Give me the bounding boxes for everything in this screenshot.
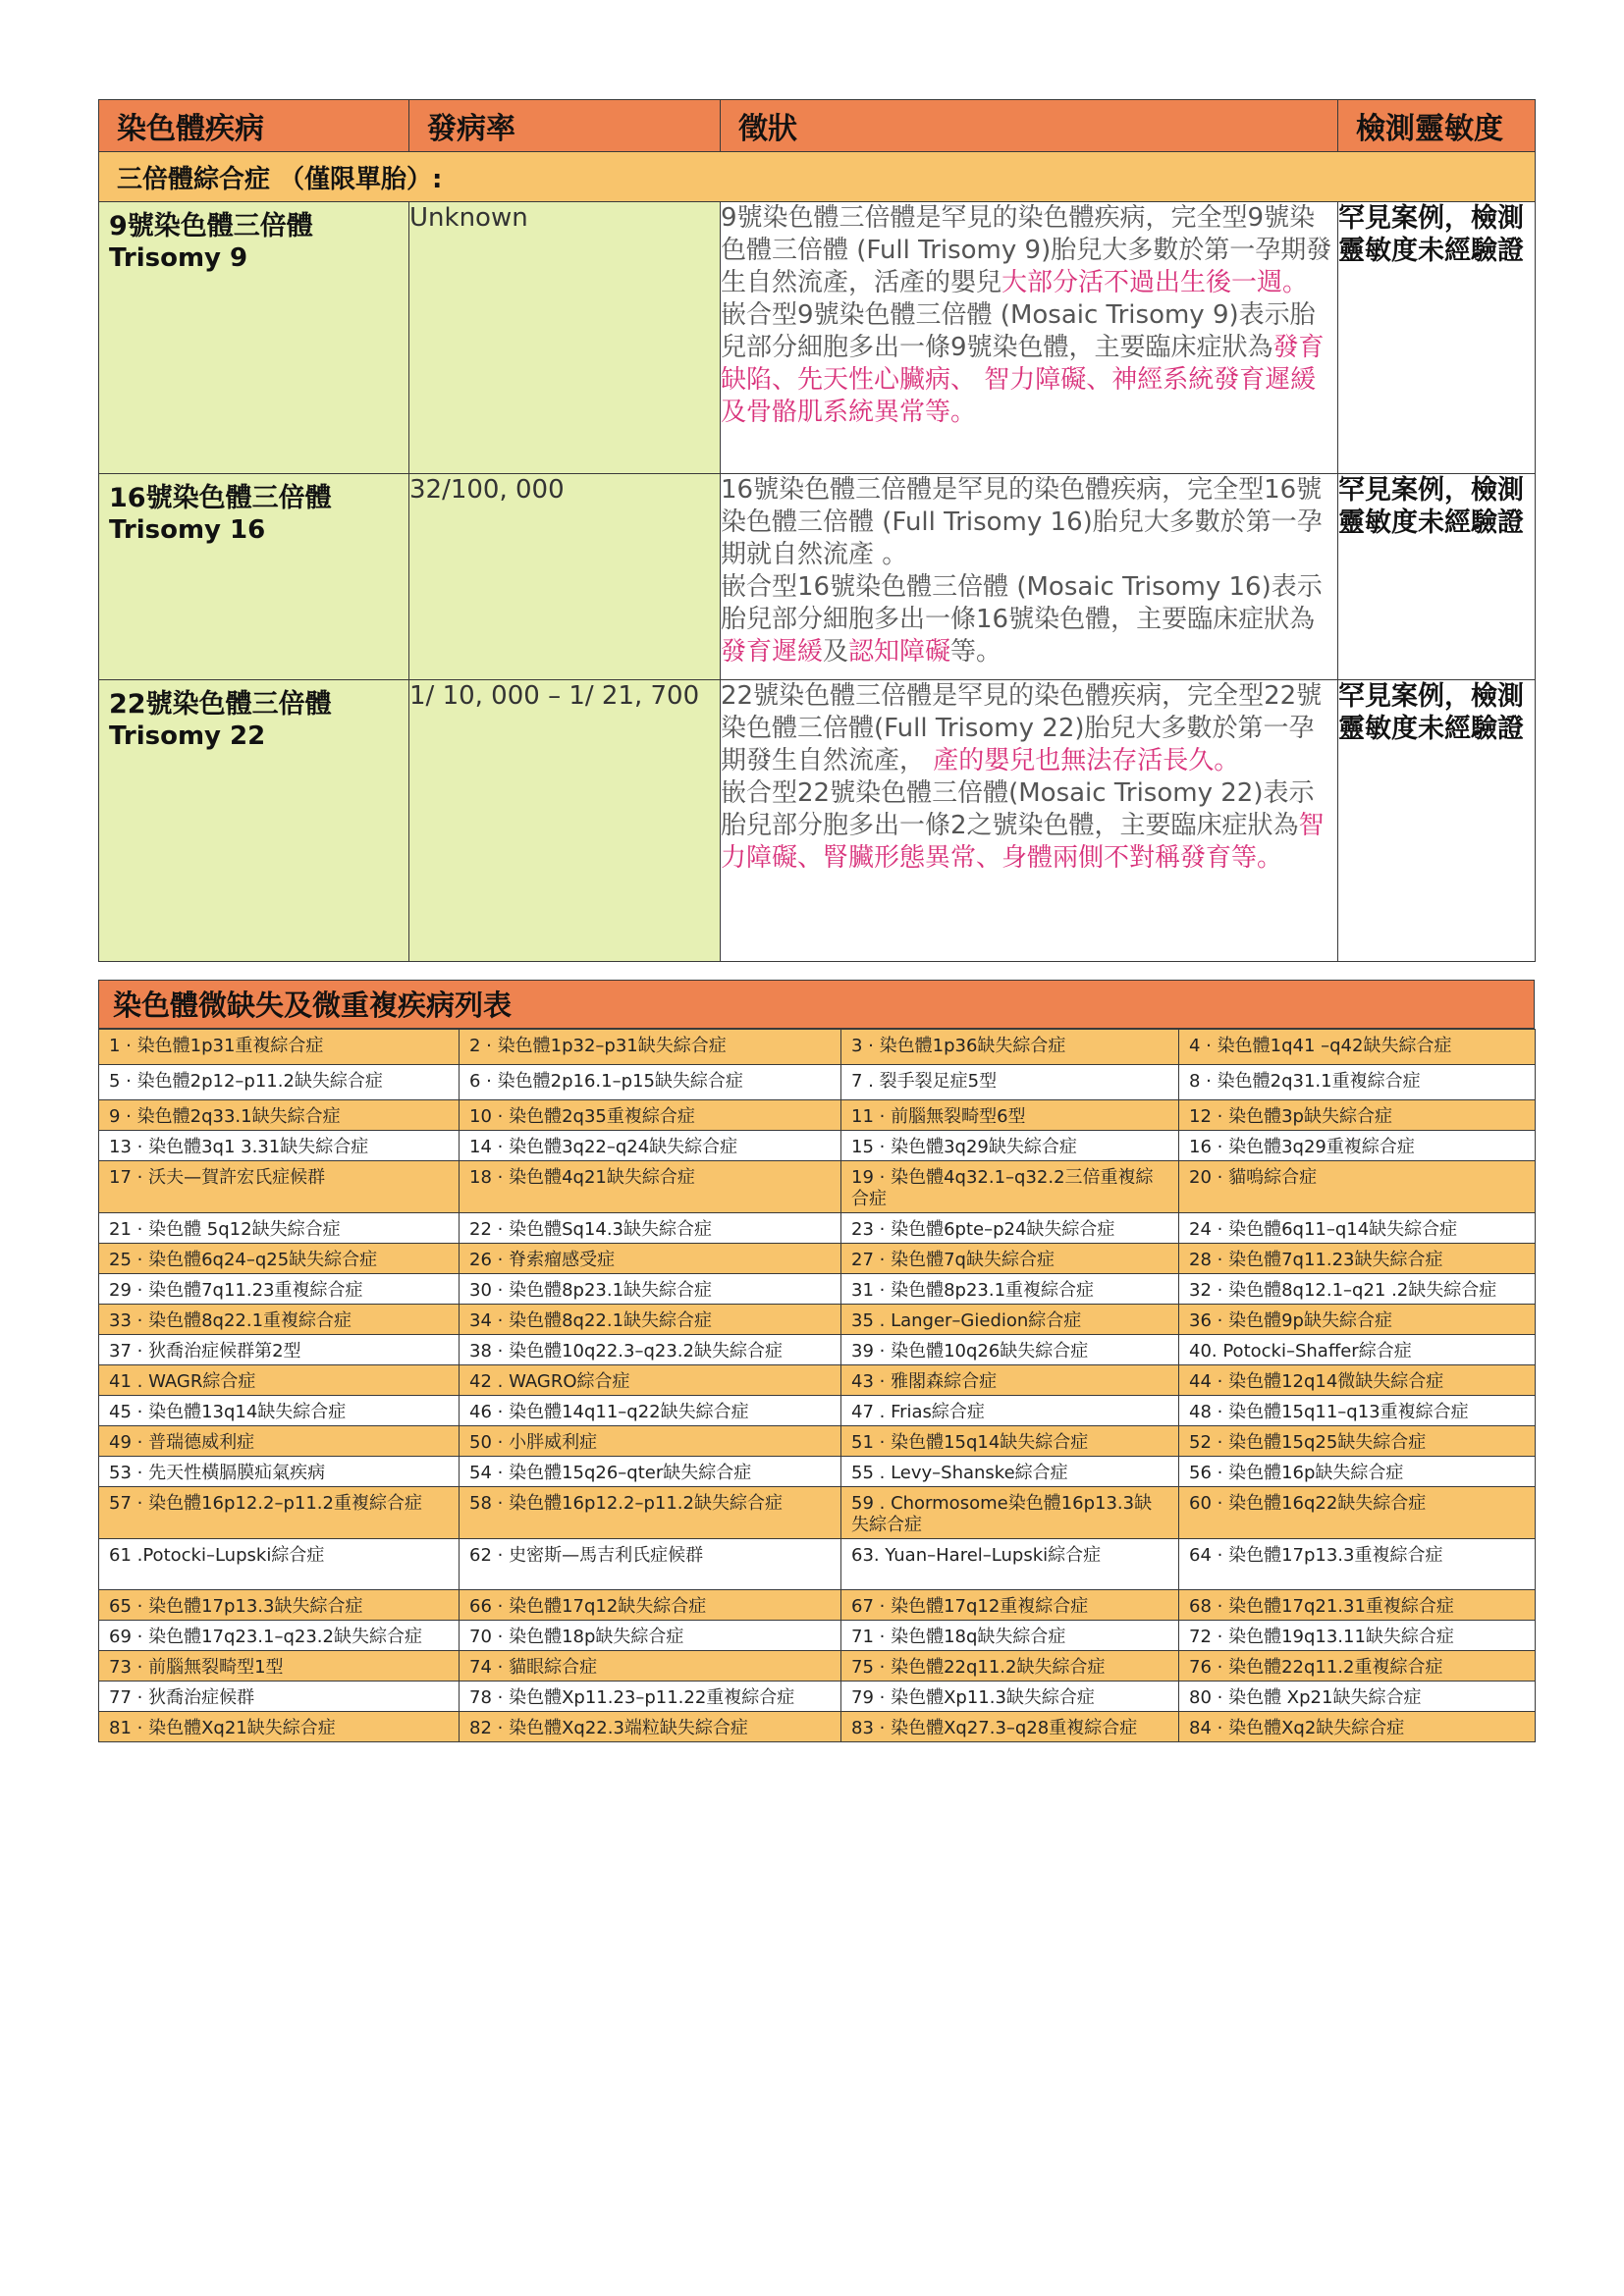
disease-cell	[99, 202, 409, 474]
list-item: 46 · 染色體14q11–q22缺失綜合症	[460, 1396, 841, 1426]
table-row	[99, 474, 1536, 680]
list-item: 56 · 染色體16p缺失綜合症	[1179, 1457, 1536, 1487]
list-row	[99, 1396, 1536, 1426]
list-row	[99, 1305, 1536, 1335]
microdeletion-table	[98, 1029, 1536, 1742]
list-item: 60 · 染色體16q22缺失綜合症	[1179, 1487, 1536, 1539]
list-item: 5 · 染色體2p12–p11.2缺失綜合症	[99, 1065, 460, 1100]
list-item: 49 · 普瑞德威利症	[99, 1426, 460, 1457]
list-item: 64 · 染色體17p13.3重複綜合症	[1179, 1539, 1536, 1590]
list-item: 71 · 染色體18q缺失綜合症	[841, 1621, 1179, 1651]
list-item: 19 · 染色體4q32.1–q32.2三倍重複綜合症	[841, 1161, 1179, 1213]
list-row	[99, 1100, 1536, 1131]
list-item: 31 · 染色體8p23.1重複綜合症	[841, 1274, 1179, 1305]
list-item: 35 . Langer–Giedion綜合症	[841, 1305, 1179, 1335]
list-item: 37 · 狄喬治症候群第2型	[99, 1335, 460, 1365]
list-item: 22 · 染色體Sq14.3缺失綜合症	[460, 1213, 841, 1244]
list-row	[99, 1651, 1536, 1682]
incidence-cell: Unknown	[409, 202, 721, 474]
disease-table	[98, 99, 1536, 962]
header-incidence: 發病率	[409, 100, 721, 152]
list-item: 40. Potocki–Shaffer綜合症	[1179, 1335, 1536, 1365]
list-item: 10 · 染色體2q35重複綜合症	[460, 1100, 841, 1131]
symptom-text: 22號染色體三倍體是罕見的染色體疾病，完全型22號染色體三倍體(Full Trisomy 22)胎兒大多數於第一孕期發生自然流產，	[721, 681, 1323, 775]
list-row	[99, 1621, 1536, 1651]
list-item: 70 · 染色體18p缺失綜合症	[460, 1621, 841, 1651]
list-row	[99, 1161, 1536, 1213]
list-item: 55 . Levy–Shanske綜合症	[841, 1457, 1179, 1487]
header-sensitivity: 檢測靈敏度	[1338, 100, 1536, 152]
list-item: 78 · 染色體Xp11.23–p11.22重複綜合症	[460, 1682, 841, 1712]
symptom-highlight: 發育缺陷、先天性心臟病、 智力障礙、神經系統發育遲緩及骨骼肌系統異常等。	[721, 333, 1325, 427]
symptom-highlight: 發育遲緩	[721, 637, 824, 667]
symptom-text: 16號染色體三倍體是罕見的染色體疾病，完全型16號染色體三倍體 (Full Trisomy 16)胎兒大多數於第一孕期就自然流產 。	[721, 475, 1323, 569]
list-row	[99, 1365, 1536, 1396]
list-item: 42 . WAGRO綜合症	[460, 1365, 841, 1396]
disease-name-en: Trisomy 9	[109, 243, 248, 273]
microdeletion-list	[98, 980, 1535, 1742]
list-row	[99, 1426, 1536, 1457]
disease-name-zh: 22號染色體三倍體	[109, 689, 332, 720]
list-item: 6 · 染色體2p16.1–p15缺失綜合症	[460, 1065, 841, 1100]
disease-name-en: Trisomy 16	[109, 515, 266, 545]
symptom-cell	[721, 680, 1338, 962]
list-item: 39 · 染色體10q26缺失綜合症	[841, 1335, 1179, 1365]
section-row	[99, 152, 1536, 202]
list-item: 84 · 染色體Xq2缺失綜合症	[1179, 1712, 1536, 1742]
list-item: 7 . 裂手裂足症5型	[841, 1065, 1179, 1100]
table-row	[99, 680, 1536, 962]
header-disease: 染色體疾病	[99, 100, 409, 152]
list-item: 25 · 染色體6q24–q25缺失綜合症	[99, 1244, 460, 1274]
sensitivity-cell: 罕見案例，檢測靈敏度未經驗證	[1338, 474, 1536, 680]
symptom-text: 9號染色體三倍體是罕見的染色體疾病，完全型9號染色體三倍體 (Full Trisomy 9)胎兒大多數於第一孕期發生自然流產，活產的嬰兒	[721, 203, 1332, 297]
list-item: 82 · 染色體Xq22.3端粒缺失綜合症	[460, 1712, 841, 1742]
list-item: 14 · 染色體3q22–q24缺失綜合症	[460, 1131, 841, 1161]
list-item: 52 · 染色體15q25缺失綜合症	[1179, 1426, 1536, 1457]
list-item: 45 · 染色體13q14缺失綜合症	[99, 1396, 460, 1426]
list-row	[99, 1682, 1536, 1712]
symptom-text: 嵌合型22號染色體三倍體(Mosaic Trisomy 22)表示胎兒部分胞多出一條2之號染色體，主要臨床症狀為	[721, 778, 1315, 840]
list-item: 11 · 前腦無裂畸型6型	[841, 1100, 1179, 1131]
list-item: 38 · 染色體10q22.3–q23.2缺失綜合症	[460, 1335, 841, 1365]
list-item: 77 · 狄喬治症候群	[99, 1682, 460, 1712]
section-title: 三倍體綜合症 （僅限單胎）:	[99, 152, 1536, 202]
disease-name-zh: 16號染色體三倍體	[109, 483, 332, 513]
list-title: 染色體微缺失及微重複疾病列表	[98, 980, 1535, 1029]
list-item: 66 · 染色體17q12缺失綜合症	[460, 1590, 841, 1621]
list-item: 63. Yuan–Harel–Lupski綜合症	[841, 1539, 1179, 1590]
list-item: 53 · 先天性橫膈膜疝氣疾病	[99, 1457, 460, 1487]
list-item: 4 · 染色體1q41 –q42缺失綜合症	[1179, 1030, 1536, 1065]
symptom-text: 等。	[950, 637, 1002, 667]
list-item: 58 · 染色體16p12.2–p11.2缺失綜合症	[460, 1487, 841, 1539]
list-row	[99, 1487, 1536, 1539]
list-item: 20 · 貓嗚綜合症	[1179, 1161, 1536, 1213]
list-item: 69 · 染色體17q23.1–q23.2缺失綜合症	[99, 1621, 460, 1651]
list-item: 73 · 前腦無裂畸型1型	[99, 1651, 460, 1682]
list-item: 67 · 染色體17q12重複綜合症	[841, 1590, 1179, 1621]
list-row	[99, 1274, 1536, 1305]
list-item: 41 . WAGR綜合症	[99, 1365, 460, 1396]
list-item: 9 · 染色體2q33.1缺失綜合症	[99, 1100, 460, 1131]
list-item: 1 · 染色體1p31重複綜合症	[99, 1030, 460, 1065]
disease-cell	[99, 680, 409, 962]
list-row	[99, 1131, 1536, 1161]
list-item: 72 · 染色體19q13.11缺失綜合症	[1179, 1621, 1536, 1651]
list-item: 44 · 染色體12q14微缺失綜合症	[1179, 1365, 1536, 1396]
list-item: 68 · 染色體17q21.31重複綜合症	[1179, 1590, 1536, 1621]
list-item: 36 · 染色體9p缺失綜合症	[1179, 1305, 1536, 1335]
list-row	[99, 1457, 1536, 1487]
list-item: 30 · 染色體8p23.1缺失綜合症	[460, 1274, 841, 1305]
symptom-text: 嵌合型9號染色體三倍體 (Mosaic Trisomy 9)表示胎兒部分細胞多出一條9號染色體，主要臨床症狀為	[721, 300, 1316, 362]
sensitivity-cell: 罕見案例，檢測靈敏度未經驗證	[1338, 202, 1536, 474]
list-item: 51 · 染色體15q14缺失綜合症	[841, 1426, 1179, 1457]
list-item: 47 . Frias綜合症	[841, 1396, 1179, 1426]
list-item: 21 · 染色體 5q12缺失綜合症	[99, 1213, 460, 1244]
list-item: 50 · 小胖威利症	[460, 1426, 841, 1457]
list-item: 61 .Potocki–Lupski綜合症	[99, 1539, 460, 1590]
list-item: 16 · 染色體3q29重複綜合症	[1179, 1131, 1536, 1161]
list-item: 3 · 染色體1p36缺失綜合症	[841, 1030, 1179, 1065]
list-item: 48 · 染色體15q11–q13重複綜合症	[1179, 1396, 1536, 1426]
list-item: 17 · 沃夫—賀許宏氏症候群	[99, 1161, 460, 1213]
disease-cell	[99, 474, 409, 680]
table-header-row	[99, 100, 1536, 152]
list-item: 18 · 染色體4q21缺失綜合症	[460, 1161, 841, 1213]
list-item: 28 · 染色體7q11.23缺失綜合症	[1179, 1244, 1536, 1274]
list-item: 79 · 染色體Xp11.3缺失綜合症	[841, 1682, 1179, 1712]
list-row	[99, 1539, 1536, 1590]
table-row	[99, 202, 1536, 474]
list-item: 13 · 染色體3q1 3.31缺失綜合症	[99, 1131, 460, 1161]
symptom-text: 嵌合型16號染色體三倍體 (Mosaic Trisomy 16)表示胎兒部分細胞多出一條16號染色體，主要臨床症狀為	[721, 572, 1323, 634]
sensitivity-cell: 罕見案例，檢測靈敏度未經驗證	[1338, 680, 1536, 962]
list-row	[99, 1213, 1536, 1244]
list-item: 62 · 史密斯—馬吉利氏症候群	[460, 1539, 841, 1590]
list-item: 24 · 染色體6q11–q14缺失綜合症	[1179, 1213, 1536, 1244]
disease-name-en: Trisomy 22	[109, 721, 266, 751]
list-row	[99, 1590, 1536, 1621]
list-item: 75 · 染色體22q11.2缺失綜合症	[841, 1651, 1179, 1682]
list-item: 23 · 染色體6pte–p24缺失綜合症	[841, 1213, 1179, 1244]
list-row	[99, 1244, 1536, 1274]
header-symptoms: 徵狀	[721, 100, 1338, 152]
symptom-cell	[721, 202, 1338, 474]
list-item: 65 · 染色體17p13.3缺失綜合症	[99, 1590, 460, 1621]
symptom-cell	[721, 474, 1338, 680]
list-row	[99, 1030, 1536, 1065]
symptom-text: 及	[823, 637, 849, 667]
list-row	[99, 1712, 1536, 1742]
incidence-cell: 32/100, 000	[409, 474, 721, 680]
list-item: 34 · 染色體8q22.1缺失綜合症	[460, 1305, 841, 1335]
list-item: 57 · 染色體16p12.2–p11.2重複綜合症	[99, 1487, 460, 1539]
list-row	[99, 1335, 1536, 1365]
list-item: 2 · 染色體1p32–p31缺失綜合症	[460, 1030, 841, 1065]
symptom-highlight: 大部分活不過出生後一週。	[1001, 268, 1309, 297]
list-item: 81 · 染色體Xq21缺失綜合症	[99, 1712, 460, 1742]
list-row	[99, 1065, 1536, 1100]
symptom-highlight: 智力障礙、腎臟形態異常、身體兩側不對稱發育等。	[721, 811, 1325, 873]
list-item: 15 · 染色體3q29缺失綜合症	[841, 1131, 1179, 1161]
list-item: 26 · 脊索瘤感受症	[460, 1244, 841, 1274]
list-item: 12 · 染色體3p缺失綜合症	[1179, 1100, 1536, 1131]
list-item: 8 · 染色體2q31.1重複綜合症	[1179, 1065, 1536, 1100]
list-item: 27 · 染色體7q缺失綜合症	[841, 1244, 1179, 1274]
symptom-highlight: 產的嬰兒也無法存活長久。	[933, 746, 1240, 775]
list-item: 33 · 染色體8q22.1重複綜合症	[99, 1305, 460, 1335]
list-item: 83 · 染色體Xq27.3–q28重複綜合症	[841, 1712, 1179, 1742]
symptom-highlight: 認知障礙	[848, 637, 951, 667]
list-item: 43 · 雅閣森綜合症	[841, 1365, 1179, 1396]
list-item: 80 · 染色體 Xp21缺失綜合症	[1179, 1682, 1536, 1712]
list-item: 74 · 貓眼綜合症	[460, 1651, 841, 1682]
list-item: 76 · 染色體22q11.2重複綜合症	[1179, 1651, 1536, 1682]
incidence-cell: 1/ 10, 000 – 1/ 21, 700	[409, 680, 721, 962]
list-item: 54 · 染色體15q26–qter缺失綜合症	[460, 1457, 841, 1487]
list-item: 59 . Chormosome染色體16p13.3缺失綜合症	[841, 1487, 1179, 1539]
list-item: 32 · 染色體8q12.1–q21 .2缺失綜合症	[1179, 1274, 1536, 1305]
disease-name-zh: 9號染色體三倍體	[109, 211, 313, 241]
list-item: 29 · 染色體7q11.23重複綜合症	[99, 1274, 460, 1305]
